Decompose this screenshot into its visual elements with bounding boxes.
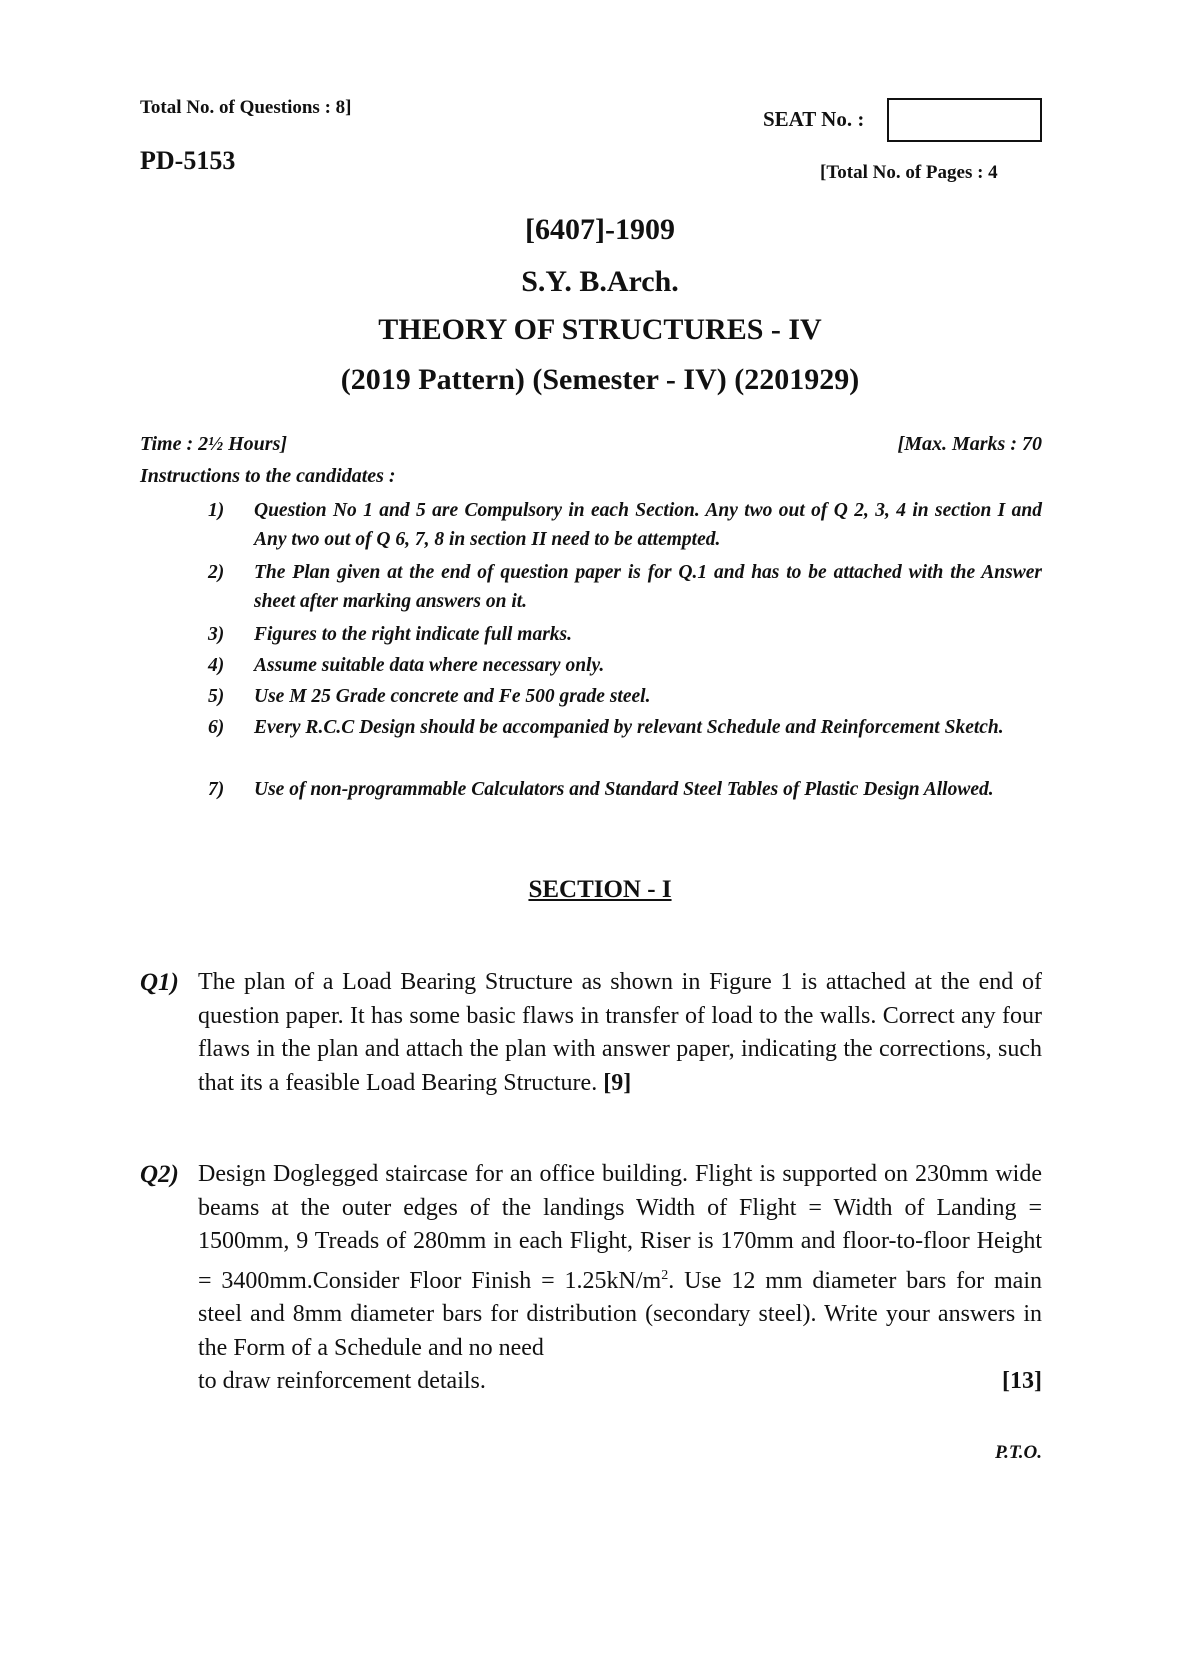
instruction-text: Use of non-programmable Calculators and Standard Steel Tables of Plastic Design Allowed. <box>254 779 994 800</box>
instruction-number: 2) <box>208 562 225 583</box>
question-body: The plan of a Load Bearing Structure as shown in Figure 1 is attached at the end of question paper. It has some basic flaws in transfer of load to the walls. Correct any four flaws in the plan and attach the plan with answer paper, indicating the corrections, such that its a feasible Load Bearing Structure. <box>198 969 1042 1096</box>
seat-number-label: SEAT No. : <box>763 107 865 131</box>
instruction-number: 1) <box>208 500 225 521</box>
section-title: SECTION - I <box>528 876 672 903</box>
instruction-number: 5) <box>208 686 225 707</box>
question-last-line: to draw reinforcement details. <box>198 1368 486 1394</box>
question-text <box>198 966 1042 1100</box>
instruction-text: Use M 25 Grade concrete and Fe 500 grade steel. <box>254 686 651 707</box>
question-marks: [13] <box>1002 1368 1042 1394</box>
pattern-semester: (2019 Pattern) (Semester - IV) (2201929) <box>340 363 860 396</box>
course-name: S.Y. B.Arch. <box>521 265 679 298</box>
exam-time: Time : 2½ Hours] <box>140 433 288 455</box>
instruction-number: 4) <box>208 655 225 676</box>
question-body-cont: . Use 12 mm diameter bars for main steel and 8mm diameter bars for distribution (secondary steel). Write your answers in the Form of a Schedule and no need <box>198 1267 1043 1361</box>
question-label: Q1) <box>140 969 179 996</box>
seat-number-box[interactable] <box>887 98 1042 142</box>
instruction-number: 3) <box>208 624 225 645</box>
pto-note: P.T.O. <box>995 1442 1042 1463</box>
question-body: Design Doglegged staircase for an office building. Flight is supported on 230mm wide beams at the outer edges of the landings Width of Flight = Width of Landing = 1500mm, 9 Treads of 280mm in each Flight, Riser is 170mm and floor-to-floor Height = 3400mm.Consider Floor Finish = 1.25kN/m <box>198 1161 1042 1294</box>
total-questions: Total No. of Questions : 8] <box>140 97 352 118</box>
instructions-title: Instructions to the candidates : <box>140 465 396 487</box>
paper-code: PD-5153 <box>140 146 236 175</box>
instruction-text: Assume suitable data where necessary only. <box>254 655 605 676</box>
instruction-text: Question No 1 and 5 are Compulsory in each Section. Any two out of Q 2, 3, 4 in section I and Any two out of Q 6, 7, 8 in section II need to be attempted. <box>254 500 1042 550</box>
question-marks: [9] <box>603 1069 632 1096</box>
exam-code: [6407]-1909 <box>525 213 675 246</box>
superscript: 2 <box>661 1267 669 1283</box>
instruction-text: Every R.C.C Design should be accompanied by relevant Schedule and Reinforcement Sketch. <box>254 717 1004 738</box>
subject-title: THEORY OF STRUCTURES - IV <box>378 313 822 346</box>
total-pages: [Total No. of Pages : 4 <box>820 162 998 183</box>
instruction-text: The Plan given at the end of question paper is for Q.1 and has to be attached with the Answer sheet after marking answers on it. <box>254 562 1042 612</box>
question-label: Q2) <box>140 1161 179 1188</box>
question-text <box>198 1158 1042 1399</box>
instruction-number: 6) <box>208 717 225 738</box>
instruction-text: Figures to the right indicate full marks. <box>254 624 573 645</box>
instruction-number: 7) <box>208 779 225 800</box>
max-marks: [Max. Marks : 70 <box>897 433 1042 455</box>
